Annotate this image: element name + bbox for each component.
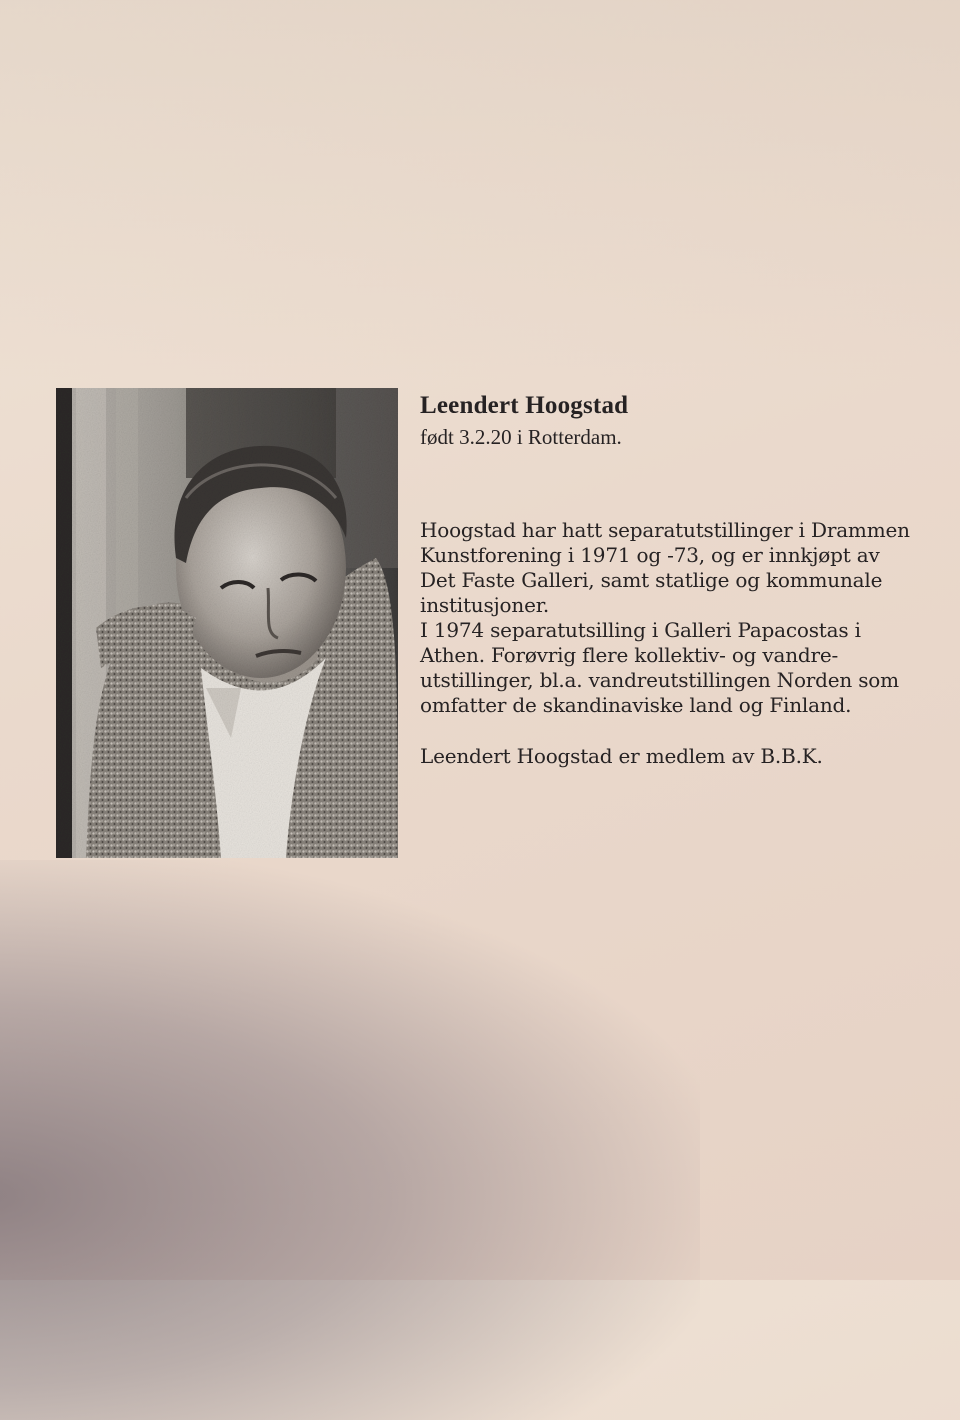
biography-text-block [420,390,940,769]
page-lighting [0,0,960,380]
bio-line: I 1974 separatutsilling i Galleri Papacostas i [420,618,861,642]
biography-paragraph [420,518,940,718]
bio-line: omfatter de skandinaviske land og Finland. [420,693,852,717]
bio-line: Athen. Forøvrig flere kollektiv- og vandre- [420,643,839,667]
bio-line: institusjoner. [420,593,550,617]
bio-line: Hoogstad har hatt separatutstillinger i Drammen [420,518,910,542]
bio-line: utstillinger, bl.a. vandreutstillingen Norden som [420,668,899,692]
membership-note: Leendert Hoogstad er medlem av B.B.K. [420,744,823,768]
bio-line: Det Faste Galleri, samt statlige og kommunale [420,568,883,592]
artist-name: Leendert Hoogstad [420,392,629,419]
shadow-overlay [0,860,700,1420]
artist-birth: født 3.2.20 i Rotterdam. [420,425,622,449]
portrait-illustration [56,388,398,858]
bio-line: Kunstforening i 1971 og -73, og er innkjøpt av [420,543,880,567]
portrait-photo [56,388,398,858]
